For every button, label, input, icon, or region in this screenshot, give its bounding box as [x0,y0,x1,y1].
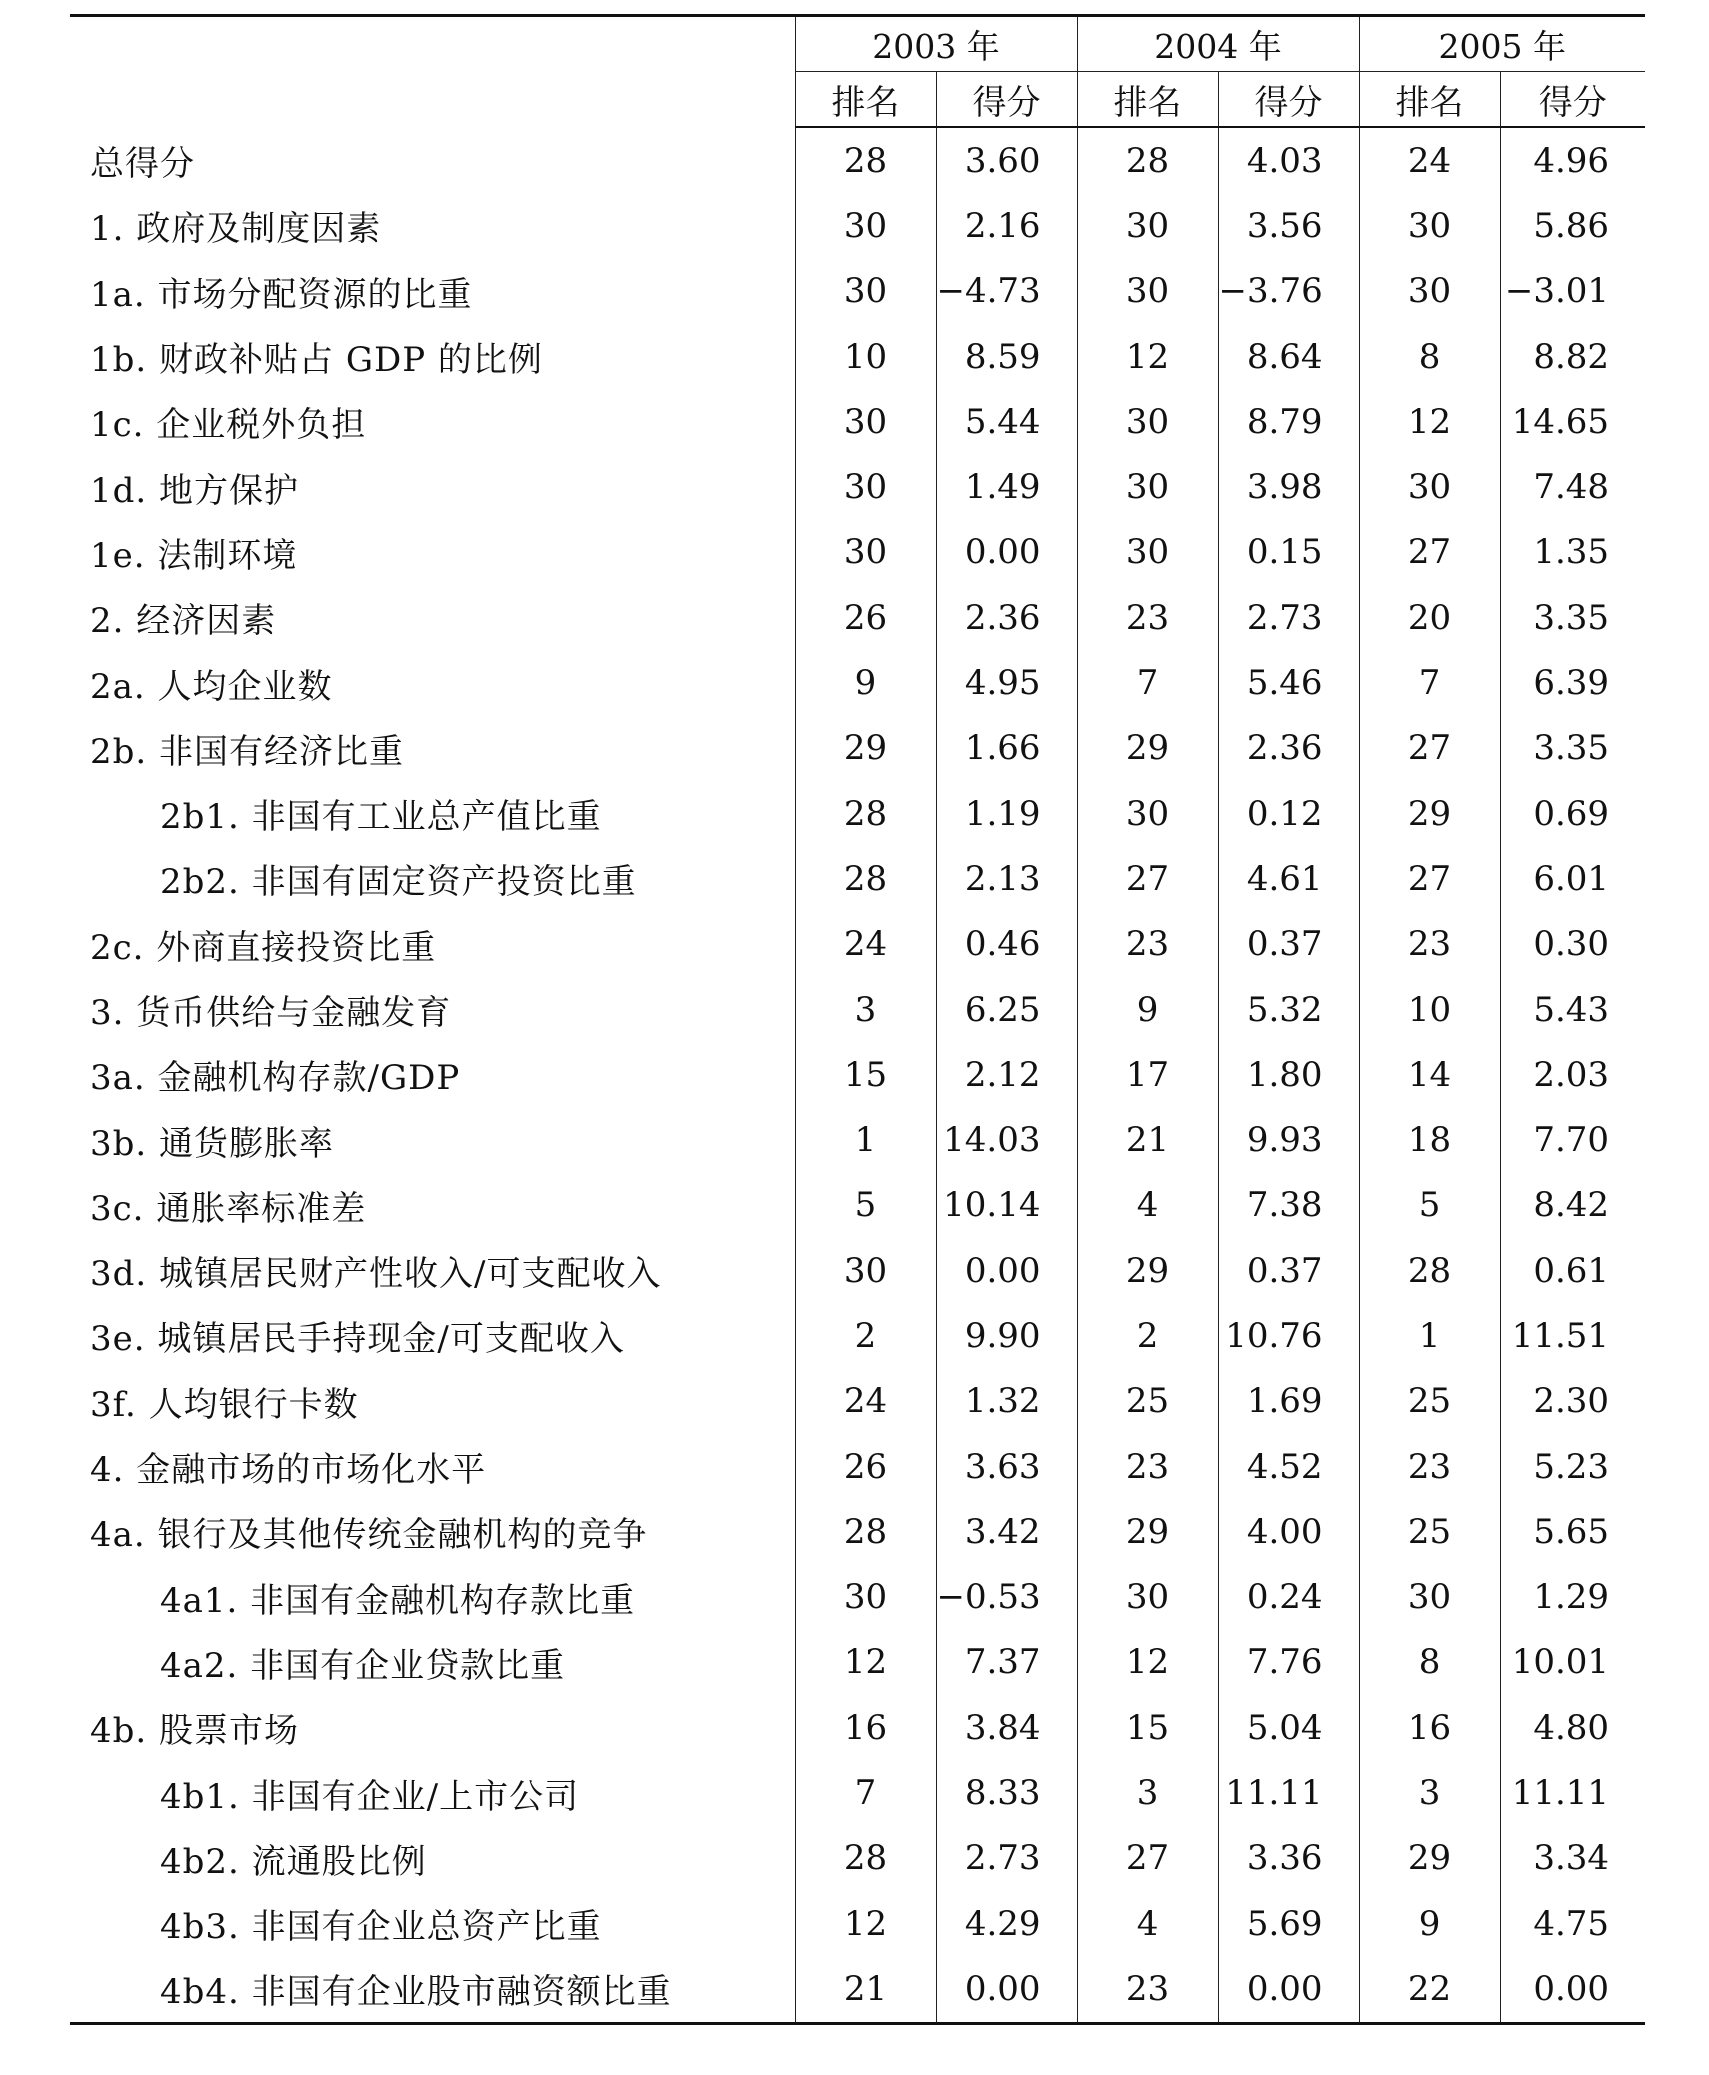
rank-2003-cell: 24 [795,912,936,977]
rank-2003-cell: 7 [795,1760,936,1825]
rank-2005-cell: 23 [1359,1434,1500,1499]
score-2003-cell: 1.19 [936,781,1077,846]
score-2004-cell: 4.00 [1218,1499,1359,1564]
table-row [70,1565,1645,1630]
rank-2005-cell: 1 [1359,1303,1500,1368]
score-2004-cell: 0.00 [1218,1956,1359,2023]
rank-2003-cell: 2 [795,1303,936,1368]
rank-2003-cell: 5 [795,1173,936,1238]
score-2004-cell: 9.93 [1218,1107,1359,1172]
row-label: 4b3. 非国有企业总资产比重 [160,1907,602,1948]
score-2003-cell: 2.16 [936,193,1077,258]
row-label: 2b. 非国有经济比重 [90,731,405,772]
rank-2004-cell: 30 [1077,454,1218,519]
score-2003-cell: 0.00 [936,520,1077,585]
rank-2004-cell: 27 [1077,1826,1218,1891]
rank-2003-cell: 10 [795,324,936,389]
rank-2003-cell: 30 [795,454,936,519]
rank-2004-cell: 29 [1077,716,1218,781]
rank-2004-cell: 4 [1077,1173,1218,1238]
score-2004-cell: 4.03 [1218,127,1359,193]
rank-2005-cell: 16 [1359,1695,1500,1760]
row-label: 2b2. 非国有固定资产投资比重 [160,862,637,903]
rank-header-2004: 排名 [1077,72,1218,128]
rank-2004-cell: 4 [1077,1891,1218,1956]
rank-2005-cell: 23 [1359,912,1500,977]
year-2004-header: 2004 年 [1077,16,1359,72]
rank-2004-cell: 7 [1077,650,1218,715]
rank-2005-cell: 12 [1359,389,1500,454]
rank-2004-cell: 12 [1077,324,1218,389]
rank-2004-cell: 25 [1077,1369,1218,1434]
rank-2003-cell: 26 [795,1434,936,1499]
score-2004-cell: 10.76 [1218,1303,1359,1368]
row-label: 1a. 市场分配资源的比重 [90,274,473,315]
score-2005-cell: 4.75 [1500,1891,1645,1956]
score-2003-cell: 1.49 [936,454,1077,519]
score-2003-cell: 5.44 [936,389,1077,454]
score-2004-cell: 11.11 [1218,1760,1359,1825]
score-2004-cell: 5.32 [1218,977,1359,1042]
score-2003-cell: 7.37 [936,1630,1077,1695]
row-label: 3e. 城镇居民手持现金/可支配收入 [90,1319,625,1360]
score-2003-cell: −0.53 [936,1565,1077,1630]
table-row [70,1369,1645,1434]
row-label: 1b. 财政补贴占 GDP 的比例 [90,340,543,381]
score-2003-cell: 4.29 [936,1891,1077,1956]
rank-2005-cell: 30 [1359,1565,1500,1630]
rank-2004-cell: 29 [1077,1238,1218,1303]
table-row [70,716,1645,781]
score-2003-cell: 1.32 [936,1369,1077,1434]
rank-2005-cell: 27 [1359,520,1500,585]
score-2004-cell: 5.46 [1218,650,1359,715]
row-label: 3b. 通货膨胀率 [90,1123,335,1164]
table-row [70,520,1645,585]
rank-2003-cell: 24 [795,1369,936,1434]
score-2005-cell: 8.42 [1500,1173,1645,1238]
score-2005-cell: 2.30 [1500,1369,1645,1434]
rank-2005-cell: 5 [1359,1173,1500,1238]
table-header [70,16,1645,128]
score-2004-cell: 0.12 [1218,781,1359,846]
row-label: 4a2. 非国有企业贷款比重 [160,1645,566,1686]
table-row [70,1826,1645,1891]
rank-2003-cell: 30 [795,1238,936,1303]
score-2003-cell: 2.36 [936,585,1077,650]
rank-2003-cell: 30 [795,193,936,258]
score-2005-cell: 8.82 [1500,324,1645,389]
rank-2003-cell: 30 [795,1565,936,1630]
rank-2005-cell: 24 [1359,127,1500,193]
rank-2003-cell: 28 [795,1826,936,1891]
table-row [70,1238,1645,1303]
score-2004-cell: 8.79 [1218,389,1359,454]
score-2004-cell: 4.61 [1218,846,1359,911]
score-2005-cell: 6.39 [1500,650,1645,715]
score-2005-cell: 3.35 [1500,716,1645,781]
rank-2003-cell: 16 [795,1695,936,1760]
score-2004-cell: 0.37 [1218,1238,1359,1303]
row-label: 3a. 金融机构存款/GDP [90,1058,461,1099]
row-label: 4b2. 流通股比例 [160,1841,427,1882]
score-2003-cell: 2.13 [936,846,1077,911]
table-row [70,585,1645,650]
score-2003-cell: 2.73 [936,1826,1077,1891]
score-2004-cell: 5.04 [1218,1695,1359,1760]
table-row [70,1303,1645,1368]
row-label: 2. 经济因素 [90,601,277,642]
score-2003-cell: 9.90 [936,1303,1077,1368]
score-2005-cell: 1.29 [1500,1565,1645,1630]
score-2003-cell: 4.95 [936,650,1077,715]
rank-2004-cell: 30 [1077,259,1218,324]
rank-2004-cell: 2 [1077,1303,1218,1368]
row-label: 1c. 企业税外负担 [90,405,367,446]
score-2005-cell: 5.43 [1500,977,1645,1042]
score-2004-cell: 0.37 [1218,912,1359,977]
score-2004-cell: 5.69 [1218,1891,1359,1956]
row-label: 3c. 通胀率标准差 [90,1188,367,1229]
rank-2003-cell: 29 [795,716,936,781]
score-2005-cell: 10.01 [1500,1630,1645,1695]
row-label: 1. 政府及制度因素 [90,209,382,250]
rank-2003-cell: 21 [795,1956,936,2023]
score-header-2004: 得分 [1218,72,1359,128]
row-label: 4b4. 非国有企业股市融资额比重 [70,1956,795,2023]
table-row [70,1891,1645,1956]
rank-2005-cell: 30 [1359,454,1500,519]
rank-2005-cell: 14 [1359,1042,1500,1107]
row-label: 4. 金融市场的市场化水平 [90,1450,487,1491]
score-2004-cell: 3.56 [1218,193,1359,258]
score-2004-cell: 2.36 [1218,716,1359,781]
table-row [70,1042,1645,1107]
score-2005-cell: 0.69 [1500,781,1645,846]
row-label: 4b. 股票市场 [90,1711,300,1752]
table-row [70,846,1645,911]
score-2005-cell: 1.35 [1500,520,1645,585]
rank-2005-cell: 20 [1359,585,1500,650]
rank-2004-cell: 23 [1077,1434,1218,1499]
rank-2003-cell: 9 [795,650,936,715]
rank-2005-cell: 7 [1359,650,1500,715]
rank-2003-cell: 30 [795,259,936,324]
rank-2004-cell: 15 [1077,1695,1218,1760]
label-column-header [70,16,795,128]
rank-2005-cell: 10 [1359,977,1500,1042]
row-label: 1e. 法制环境 [90,535,298,576]
rank-2005-cell: 9 [1359,1891,1500,1956]
rank-2003-cell: 30 [795,520,936,585]
rank-2005-cell: 18 [1359,1107,1500,1172]
table-row [70,1173,1645,1238]
rank-2005-cell: 8 [1359,1630,1500,1695]
row-label: 1d. 地方保护 [90,470,300,511]
table-row [70,1434,1645,1499]
row-label: 3d. 城镇居民财产性收入/可支配收入 [90,1254,662,1295]
rank-2004-cell: 27 [1077,846,1218,911]
rank-2004-cell: 28 [1077,127,1218,193]
score-2004-cell: −3.76 [1218,259,1359,324]
rank-2004-cell: 23 [1077,912,1218,977]
rank-2005-cell: 29 [1359,1826,1500,1891]
rank-2003-cell: 28 [795,127,936,193]
table-row [70,781,1645,846]
score-2005-cell: −3.01 [1500,259,1645,324]
score-header-2005: 得分 [1500,72,1645,128]
score-header-2003: 得分 [936,72,1077,128]
score-2005-cell: 2.03 [1500,1042,1645,1107]
score-2005-cell: 0.30 [1500,912,1645,977]
table-row [70,1695,1645,1760]
year-2003-header: 2003 年 [795,16,1077,72]
score-2003-cell: 14.03 [936,1107,1077,1172]
rank-2004-cell: 30 [1077,781,1218,846]
score-2004-cell: 3.36 [1218,1826,1359,1891]
rank-2005-cell: 22 [1359,1956,1500,2023]
score-2004-cell: 7.38 [1218,1173,1359,1238]
score-2003-cell: −4.73 [936,259,1077,324]
score-2005-cell: 11.51 [1500,1303,1645,1368]
rank-2003-cell: 1 [795,1107,936,1172]
score-2005-cell: 0.00 [1500,1956,1645,2023]
rank-2003-cell: 28 [795,1499,936,1564]
table-row [70,193,1645,258]
score-2003-cell: 3.60 [936,127,1077,193]
rank-2003-cell: 3 [795,977,936,1042]
score-2003-cell: 8.33 [936,1760,1077,1825]
table-row [70,1956,1645,2023]
score-2004-cell: 0.24 [1218,1565,1359,1630]
score-2004-cell: 3.98 [1218,454,1359,519]
rank-2004-cell: 17 [1077,1042,1218,1107]
table-row [70,912,1645,977]
score-2004-cell: 2.73 [1218,585,1359,650]
rank-2004-cell: 23 [1077,1956,1218,2023]
year-2005-header: 2005 年 [1359,16,1645,72]
table-row [70,127,1645,193]
row-label: 2b1. 非国有工业总产值比重 [160,797,602,838]
row-label: 3f. 人均银行卡数 [90,1384,359,1425]
score-2005-cell: 4.96 [1500,127,1645,193]
table-row [70,454,1645,519]
rank-2003-cell: 15 [795,1042,936,1107]
rank-2004-cell: 23 [1077,585,1218,650]
table-body [70,127,1645,2023]
score-2004-cell: 1.69 [1218,1369,1359,1434]
rank-2003-cell: 12 [795,1891,936,1956]
score-2005-cell: 4.80 [1500,1695,1645,1760]
score-2003-cell: 10.14 [936,1173,1077,1238]
table-row [70,1760,1645,1825]
table-row [70,1499,1645,1564]
score-2003-cell: 3.63 [936,1434,1077,1499]
rank-2005-cell: 27 [1359,846,1500,911]
rank-2004-cell: 3 [1077,1760,1218,1825]
rank-header-2003: 排名 [795,72,936,128]
table-row [70,324,1645,389]
score-2005-cell: 7.48 [1500,454,1645,519]
row-label: 3. 货币供给与金融发育 [90,993,452,1033]
rank-2005-cell: 3 [1359,1760,1500,1825]
rank-2003-cell: 26 [795,585,936,650]
score-2005-cell: 7.70 [1500,1107,1645,1172]
table-row [70,389,1645,454]
row-label: 总得分 [90,143,195,184]
rank-2004-cell: 12 [1077,1630,1218,1695]
score-2004-cell: 4.52 [1218,1434,1359,1499]
score-2004-cell: 0.15 [1218,520,1359,585]
rank-2005-cell: 27 [1359,716,1500,781]
rank-header-2005: 排名 [1359,72,1500,128]
rank-2004-cell: 30 [1077,1565,1218,1630]
table-row [70,977,1645,1042]
score-2003-cell: 3.84 [936,1695,1077,1760]
table-row [70,650,1645,715]
rank-2005-cell: 30 [1359,259,1500,324]
rank-2003-cell: 28 [795,846,936,911]
score-2005-cell: 5.23 [1500,1434,1645,1499]
row-label: 4a1. 非国有金融机构存款比重 [160,1580,636,1621]
score-2005-cell: 0.61 [1500,1238,1645,1303]
score-2004-cell: 7.76 [1218,1630,1359,1695]
score-2005-cell: 11.11 [1500,1760,1645,1825]
table-row [70,1107,1645,1172]
row-label: 2c. 外商直接投资比重 [90,927,437,968]
score-2003-cell: 1.66 [936,716,1077,781]
rank-2005-cell: 29 [1359,781,1500,846]
year-header-row [70,16,1645,72]
score-2005-cell: 6.01 [1500,846,1645,911]
score-2004-cell: 1.80 [1218,1042,1359,1107]
rank-2003-cell: 12 [795,1630,936,1695]
table-row [70,1630,1645,1695]
rank-2005-cell: 25 [1359,1499,1500,1564]
rank-2003-cell: 28 [795,781,936,846]
rank-2004-cell: 9 [1077,977,1218,1042]
score-2003-cell: 0.00 [936,1956,1077,2023]
rank-2005-cell: 28 [1359,1238,1500,1303]
row-label: 4a. 银行及其他传统金融机构的竞争 [90,1515,648,1556]
score-2005-cell: 3.35 [1500,585,1645,650]
score-2003-cell: 0.00 [936,1238,1077,1303]
score-2005-cell: 3.34 [1500,1826,1645,1891]
score-2003-cell: 2.12 [936,1042,1077,1107]
rank-2004-cell: 30 [1077,193,1218,258]
rank-2004-cell: 30 [1077,389,1218,454]
rank-2004-cell: 30 [1077,520,1218,585]
score-2004-cell: 8.64 [1218,324,1359,389]
score-2003-cell: 6.25 [936,977,1077,1042]
score-2005-cell: 14.65 [1500,389,1645,454]
rank-2005-cell: 30 [1359,193,1500,258]
rank-2003-cell: 30 [795,389,936,454]
score-2005-cell: 5.86 [1500,193,1645,258]
rank-2005-cell: 25 [1359,1369,1500,1434]
score-2003-cell: 3.42 [936,1499,1077,1564]
score-2005-cell: 5.65 [1500,1499,1645,1564]
table-row [70,259,1645,324]
score-2003-cell: 8.59 [936,324,1077,389]
rank-2004-cell: 29 [1077,1499,1218,1564]
row-label: 2a. 人均企业数 [90,666,333,707]
rank-2005-cell: 8 [1359,324,1500,389]
row-label: 4b1. 非国有企业/上市公司 [160,1776,580,1817]
score-2003-cell: 0.46 [936,912,1077,977]
rank-2004-cell: 21 [1077,1107,1218,1172]
data-table [70,14,1645,2025]
